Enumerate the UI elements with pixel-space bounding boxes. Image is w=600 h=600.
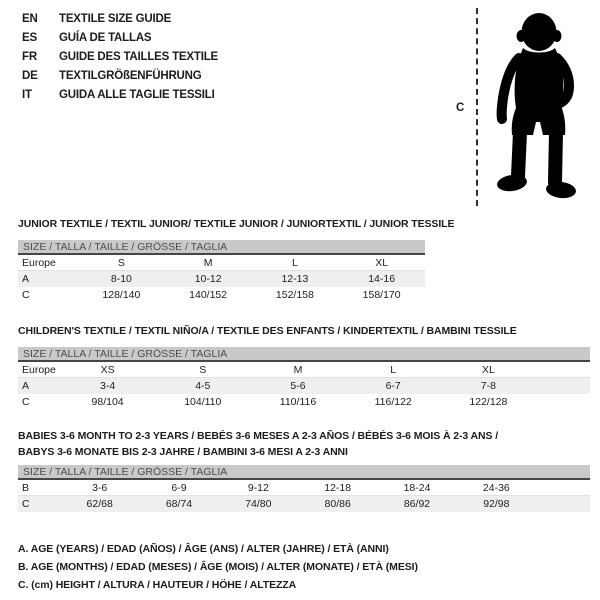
size-cell: 98/104 bbox=[91, 396, 124, 408]
language-title: GUIDA ALLE TAGLIE TESSILI bbox=[59, 89, 215, 101]
col-header: XL bbox=[481, 364, 495, 376]
size-cell: 152/158 bbox=[275, 289, 314, 301]
col-header: XL bbox=[375, 257, 389, 269]
height-measure-label: C bbox=[456, 102, 465, 114]
language-code: EN bbox=[22, 13, 38, 25]
language-code: IT bbox=[22, 89, 32, 101]
size-cell: 10-12 bbox=[194, 273, 222, 285]
size-header-bar: SIZE / TALLA / TAILLE / GRÖSSE / TAGLIA bbox=[18, 465, 590, 480]
table-title-line1: BABIES 3-6 MONTH TO 2-3 YEARS / BEBÉS 3-6 MESES A 2-3 AÑOS / BÉBÉS 3-6 MOIS À 2-3 ANS / bbox=[18, 430, 499, 442]
legend bbox=[18, 540, 418, 594]
size-cell: 24-36 bbox=[482, 482, 510, 494]
legend-line-b: B. AGE (MONTHS) / EDAD (MESES) / ÂGE (MOIS) / ALTER (MONATE) / ETÀ (MESI) bbox=[18, 561, 418, 573]
table-row-c bbox=[18, 287, 425, 303]
language-row-es bbox=[22, 29, 218, 48]
size-header-bar: SIZE / TALLA / TAILLE / GRÖSSE / TAGLIA bbox=[18, 240, 425, 255]
size-cell: 74/80 bbox=[245, 498, 272, 510]
size-cell: 8-10 bbox=[110, 273, 132, 285]
row-label: B bbox=[22, 482, 30, 494]
spacer-cell bbox=[536, 496, 590, 512]
legend-line-a: A. AGE (YEARS) / EDAD (AÑOS) / ÂGE (ANS) / ALTER (JAHRE) / ETÀ (ANNI) bbox=[18, 543, 389, 555]
row-label: C bbox=[22, 396, 30, 408]
size-cell: 116/122 bbox=[374, 396, 412, 408]
language-row-de bbox=[22, 67, 218, 86]
size-cell: 104/110 bbox=[184, 396, 222, 408]
size-cell: 12-18 bbox=[324, 482, 352, 494]
children-textile-table bbox=[18, 325, 590, 410]
table-title: JUNIOR TEXTILE / TEXTIL JUNIOR/ TEXTILE JUNIOR / JUNIORTEXTIL / JUNIOR TESSILE bbox=[18, 218, 455, 230]
language-code: FR bbox=[22, 51, 37, 63]
table-row-a bbox=[18, 271, 425, 287]
col-header: L bbox=[291, 257, 298, 269]
column-header-row bbox=[18, 255, 425, 271]
table-title bbox=[18, 428, 590, 460]
junior-textile-table bbox=[18, 218, 455, 303]
region-label: Europe bbox=[22, 364, 56, 376]
height-measure-line bbox=[476, 8, 478, 206]
size-cell: 9-12 bbox=[247, 482, 269, 494]
size-cell: 14-16 bbox=[368, 273, 396, 285]
size-cell: 62/68 bbox=[86, 498, 113, 510]
size-cell: 4-5 bbox=[195, 380, 211, 392]
table-row-c bbox=[18, 394, 590, 410]
size-cell: 3-6 bbox=[92, 482, 108, 494]
row-label: C bbox=[22, 289, 30, 301]
size-cell: 110/116 bbox=[279, 396, 317, 408]
size-cell: 80/86 bbox=[324, 498, 351, 510]
language-row-it bbox=[22, 86, 218, 105]
size-cell: 122/128 bbox=[469, 396, 508, 408]
col-header: S bbox=[117, 257, 125, 269]
language-title: TEXTILGRÖßENFÜHRUNG bbox=[59, 70, 202, 82]
size-cell: 18-24 bbox=[403, 482, 431, 494]
babies-textile-table bbox=[18, 428, 590, 512]
size-cell: 6-9 bbox=[171, 482, 187, 494]
size-cell: 6-7 bbox=[385, 380, 401, 392]
col-header: S bbox=[199, 364, 207, 376]
row-label: A bbox=[22, 380, 30, 392]
col-header: M bbox=[293, 364, 303, 376]
table-row-a bbox=[18, 378, 590, 394]
spacer-cell bbox=[536, 362, 590, 377]
row-label: A bbox=[22, 273, 30, 285]
size-cell: 68/74 bbox=[165, 498, 193, 510]
size-cell: 3-4 bbox=[100, 380, 116, 392]
language-code: DE bbox=[22, 70, 38, 82]
table-title-line2: BABYS 3-6 MONATE BIS 2-3 JAHRE / BAMBINI 3-6 MESI A 2-3 ANNI bbox=[18, 446, 348, 458]
spacer-cell bbox=[536, 394, 590, 410]
language-title: GUÍA DE TALLAS bbox=[59, 32, 152, 44]
col-header: L bbox=[390, 364, 397, 376]
column-header-row bbox=[18, 362, 590, 378]
language-title-list bbox=[22, 10, 218, 105]
spacer-cell bbox=[536, 378, 590, 394]
size-cell: 86/92 bbox=[403, 498, 431, 510]
size-cell: 128/140 bbox=[102, 289, 141, 301]
col-header: XS bbox=[100, 364, 115, 376]
table-row-c bbox=[18, 496, 590, 512]
size-cell: 5-6 bbox=[290, 380, 306, 392]
language-title: GUIDE DES TAILLES TEXTILE bbox=[59, 51, 218, 63]
language-row-fr bbox=[22, 48, 218, 67]
legend-line-c: C. (cm) HEIGHT / ALTURA / HAUTEUR / HÖHE / ALTEZZA bbox=[18, 579, 297, 591]
col-header: M bbox=[203, 257, 213, 269]
baby-silhouette-icon bbox=[486, 6, 588, 206]
table-title: CHILDREN'S TEXTILE / TEXTIL NIÑO/A / TEXTILE DES ENFANTS / KINDERTEXTIL / BAMBINI TESSILE bbox=[18, 325, 517, 337]
size-cell: 12-13 bbox=[281, 273, 309, 285]
language-code: ES bbox=[22, 32, 37, 44]
size-cell: 140/152 bbox=[189, 289, 228, 301]
table-row-b bbox=[18, 480, 590, 496]
size-cell: 158/170 bbox=[362, 289, 401, 301]
size-cell: 92/98 bbox=[483, 498, 510, 510]
region-label: Europe bbox=[22, 257, 56, 269]
language-title: TEXTILE SIZE GUIDE bbox=[59, 13, 172, 25]
language-row-en bbox=[22, 10, 218, 29]
size-cell: 7-8 bbox=[480, 380, 496, 392]
row-label: C bbox=[22, 498, 30, 510]
size-header-bar: SIZE / TALLA / TAILLE / GRÖSSE / TAGLIA bbox=[18, 347, 590, 362]
spacer-cell bbox=[536, 480, 590, 495]
